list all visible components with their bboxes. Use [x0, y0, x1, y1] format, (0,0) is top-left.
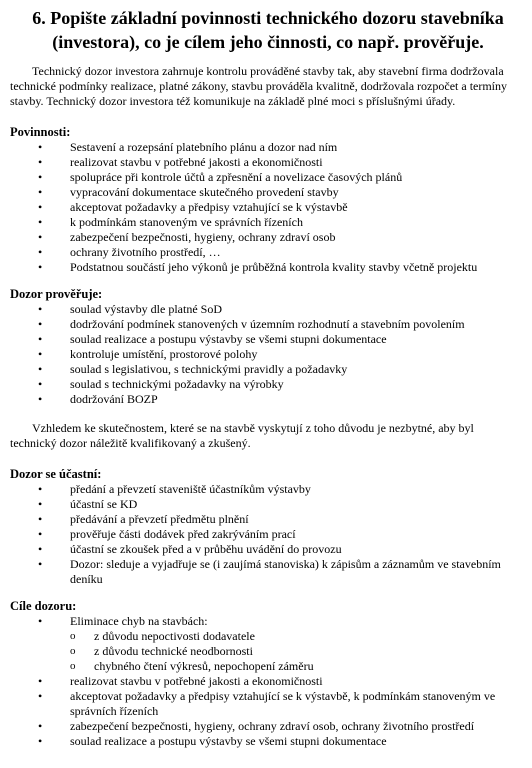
list-item: • soulad s technickými požadavky na výrobky	[38, 377, 284, 391]
list-item: • soulad realizace a postupu výstavby se všemi stupni dokumentace	[38, 734, 387, 748]
bullet-icon: •	[38, 155, 43, 169]
circle-bullet-icon: o	[70, 630, 76, 642]
circle-bullet-icon: o	[70, 645, 76, 657]
bullet-icon: •	[38, 542, 43, 556]
list-item: • dodržování BOZP	[38, 392, 158, 406]
bullet-icon: •	[38, 245, 43, 259]
list-item: • dodržování podmínek stanovených v územním rozhodnutí a stavebním povolením	[38, 317, 465, 331]
intro-paragraph: Technický dozor investora zahrnuje kontrolu prováděné stavby tak, aby stavební firma dodržovala technické podmínky realizace, platné zákony, stavbu prováděla kvalitně, dodržovala rozpočet a termíny stavby. Technický dozor investora též komunikuje na základě plné moci s příslušnými úřady.	[10, 64, 508, 108]
cile-list	[10, 614, 512, 749]
page-title	[10, 6, 512, 54]
ucastni-list	[10, 482, 512, 587]
title-line-1: 6. Popište základní povinnosti technického dozoru stavebníka	[32, 8, 504, 28]
list-item: • účastní se zkoušek před a v průběhu uvádění do provozu	[38, 542, 342, 556]
list-item: • vypracování dokumentace skutečného provedení stavby	[38, 185, 339, 199]
list-item: • soulad s legislativou, s technickými pravidly a požadavky	[38, 362, 348, 376]
list-item: • soulad realizace a postupu výstavby se všemi stupni dokumentace	[38, 332, 387, 346]
list-item: • předávání a převzetí předmětu plnění	[38, 512, 249, 526]
bullet-icon: •	[38, 302, 43, 316]
list-item: • soulad výstavby dle platné SoD	[38, 302, 222, 316]
bullet-icon: •	[38, 347, 43, 361]
povinnosti-list	[10, 140, 512, 275]
list-item: • prověřuje části dodávek před zakrýváním prací	[38, 527, 296, 541]
bullet-icon: •	[38, 392, 43, 406]
bullet-icon: •	[38, 674, 43, 688]
cile-sub-list	[70, 629, 512, 674]
bullet-icon: •	[38, 482, 43, 496]
bullet-icon: •	[38, 527, 43, 541]
middle-paragraph: Vzhledem ke skutečnostem, které se na stavbě vyskytují z toho důvodu je nezbytné, aby byl technický dozor náležitě kvalifikovaný a zkušený.	[10, 421, 474, 450]
bullet-icon: •	[38, 689, 43, 703]
sub-list-item: o z důvodu nepoctivosti dodavatele	[70, 629, 255, 643]
bullet-icon: •	[38, 200, 43, 214]
bullet-icon: •	[38, 332, 43, 346]
bullet-icon: •	[38, 140, 43, 154]
list-item: • akceptovat požadavky a předpisy vztahující se k výstavbě	[38, 200, 348, 214]
bullet-icon: •	[38, 170, 43, 184]
title-line-2: (investora), co je cílem jeho činnosti, co např. prověřuje.	[52, 32, 484, 52]
bullet-icon: •	[38, 185, 43, 199]
list-item: • Dozor: sleduje a vyjadřuje se (i zaujímá stanoviska) k zápisům a záznamům ve stavebním deníku	[38, 557, 501, 586]
bullet-icon: •	[38, 215, 43, 229]
ucastni-heading: Dozor se účastní:	[10, 467, 102, 481]
list-item: • realizovat stavbu v potřebné jakosti a ekonomičnosti	[38, 155, 323, 169]
bullet-icon: •	[38, 230, 43, 244]
bullet-icon: •	[38, 260, 43, 274]
list-item: • realizovat stavbu v potřebné jakosti a ekonomičnosti	[38, 674, 323, 688]
cile-heading: Cíle dozoru:	[10, 599, 77, 613]
list-item: • účastní se KD	[38, 497, 138, 511]
list-item: • Sestavení a rozepsání platebního plánu a dozor nad ním	[38, 140, 338, 154]
list-item: • předání a převzetí staveniště účastníkům výstavby	[38, 482, 311, 496]
list-item: • zabezpečení bezpečnosti, hygieny, ochrany zdraví osob, ochrany životního prostředí	[38, 719, 475, 733]
circle-bullet-icon: o	[70, 660, 76, 672]
bullet-icon: •	[38, 512, 43, 526]
list-item: • k podmínkám stanoveným ve správních řízeních	[38, 215, 303, 229]
bullet-icon: •	[38, 362, 43, 376]
list-item: • Podstatnou součástí jeho výkonů je průběžná kontrola kvality stavby včetně projektu	[38, 260, 478, 274]
proveruje-heading: Dozor prověřuje:	[10, 287, 103, 301]
sub-list-item: o z důvodu technické neodbornosti	[70, 644, 253, 658]
list-item: • zabezpečení bezpečnosti, hygieny, ochrany zdraví osob	[38, 230, 336, 244]
list-item: • spolupráce při kontrole účtů a zpřesnění a novelizace časových plánů	[38, 170, 403, 184]
list-item: • kontroluje umístění, prostorové polohy	[38, 347, 258, 361]
bullet-icon: •	[38, 719, 43, 733]
list-item: • akceptovat požadavky a předpisy vztahující se k výstavbě, k podmínkám stanoveným ve správních řízeních	[38, 689, 496, 718]
bullet-icon: •	[38, 614, 43, 628]
bullet-icon: •	[38, 557, 43, 571]
list-item: • Eliminace chyb na stavbách: o z důvodu nepoctivosti dodavatele o z důvodu technické neodbornosti o chybného čtení výkresů, nepochopení záměru	[10, 614, 512, 674]
proveruje-list	[10, 302, 512, 407]
list-item: • ochrany životního prostředí, …	[38, 245, 221, 259]
bullet-icon: •	[38, 734, 43, 748]
bullet-icon: •	[38, 497, 43, 511]
bullet-icon: •	[38, 317, 43, 331]
sub-list-item: o chybného čtení výkresů, nepochopení záměru	[70, 659, 314, 673]
bullet-icon: •	[38, 377, 43, 391]
povinnosti-heading: Povinnosti:	[10, 125, 71, 139]
